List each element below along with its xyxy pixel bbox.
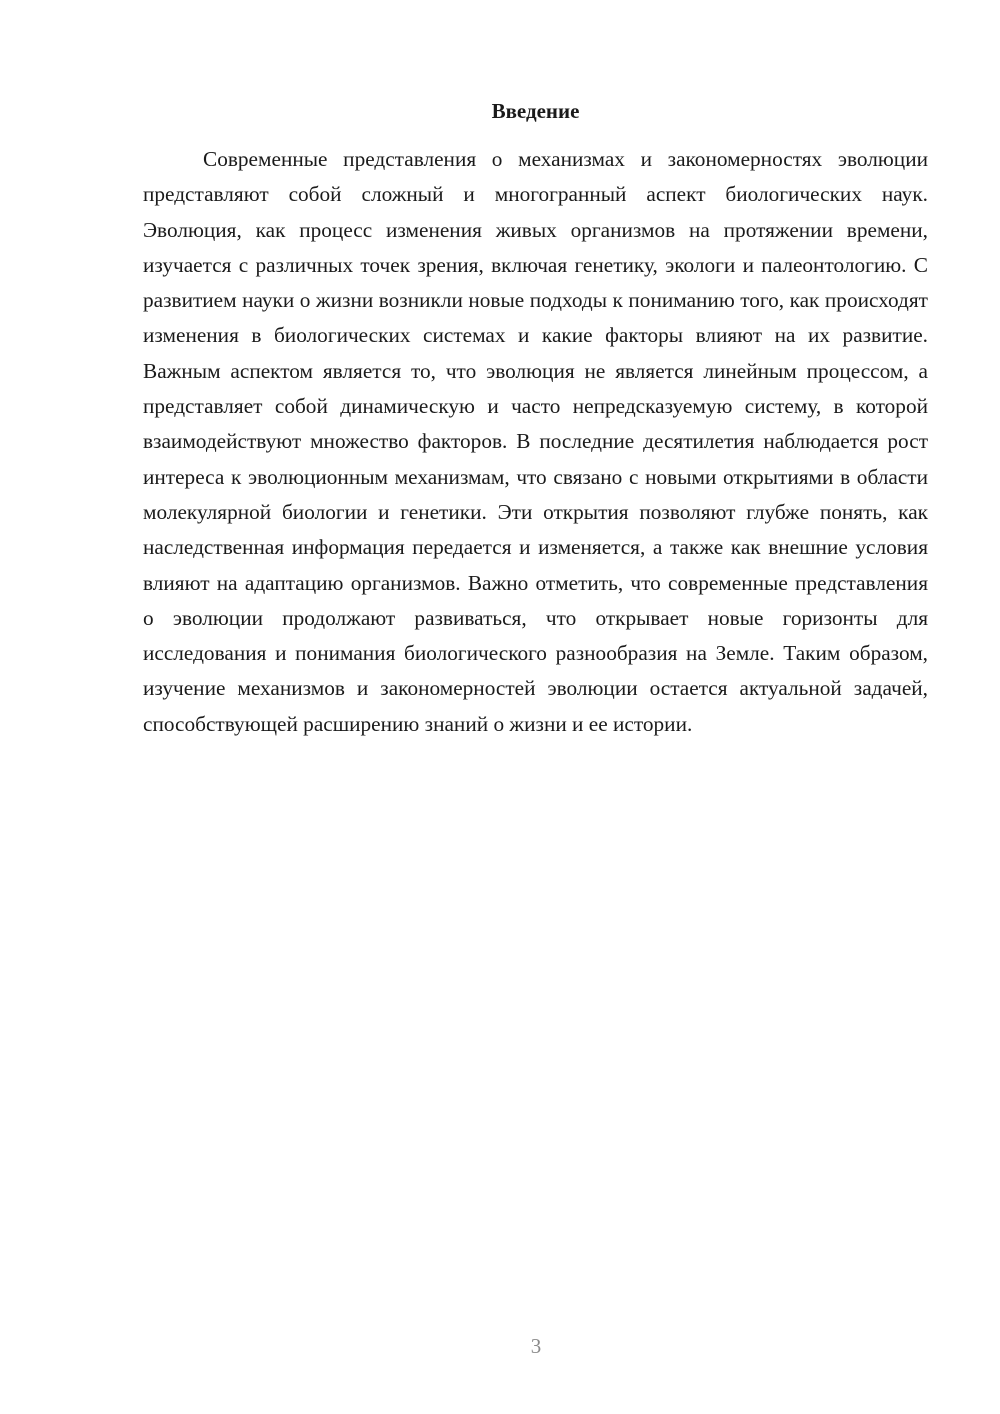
body-paragraph: Современные представления о механизмах и закономерностях эволюции представляют собой сложный и многогранный аспект биологических наук. Эволюция, как процесс изменения живых организмов на протяжении времени, изучается с различных точек зрения, включая генетику, экологи и палеонтологию. С развитием науки о жизни возникли новые подходы к пониманию того, как происходят изменения в биологических системах и какие факторы влияют на их развитие. Важным аспектом является то, что эволюция не является линейным процессом, а представляет собой динамическую и часто непредсказуемую систему, в которой взаимодействуют множество факторов. В последние десятилетия наблюдается рост интереса к эволюционным механизмам, что связано с новыми открытиями в области молекулярной биологии и генетики. Эти открытия позволяют глубже понять, как наследственная информация передается и изменяется, а также как внешние условия влияют на адаптацию организмов. Важно отметить, что современные представления о эволюции продолжают развиваться, что открывает новые горизонты для исследования и понимания биологического разнообразия на Земле. Таким образом, изучение механизмов и закономерностей эволюции остается актуальной задачей, способствующей расширению знаний о жизни и ее истории.: [143, 147, 928, 736]
section-heading: Введение: [491, 99, 580, 123]
page-number: 3: [530, 1334, 542, 1358]
